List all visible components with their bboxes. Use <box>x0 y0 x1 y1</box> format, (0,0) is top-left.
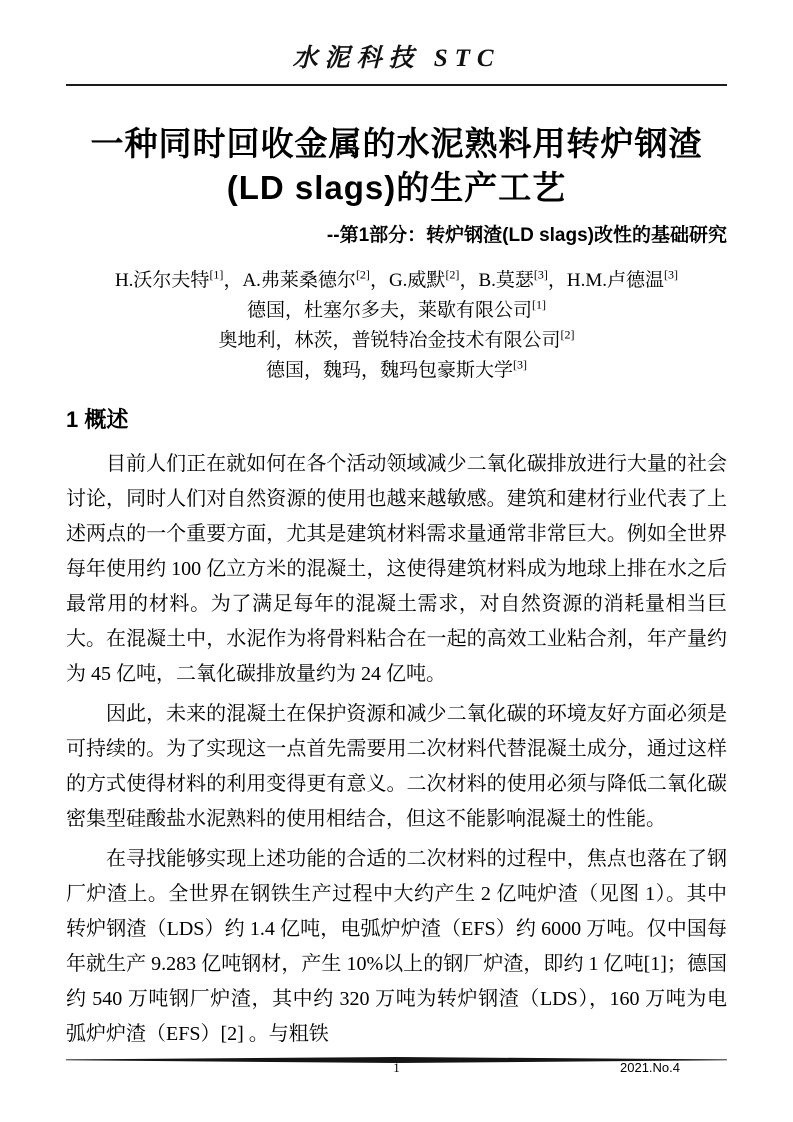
author-name: H.M.卢德温[3] <box>566 267 679 291</box>
footer <box>66 1058 727 1078</box>
author-name: H.沃尔夫特[1] <box>114 267 224 291</box>
paper-title-line2: (LD slags)的生产工艺 <box>226 169 567 206</box>
author-separator: ， <box>459 270 479 291</box>
section-heading: 1 概述 <box>66 407 129 432</box>
author-name: G.威默[2] <box>388 267 460 291</box>
body-paragraph: 在寻找能够实现上述功能的合适的二次材料的过程中，焦点也落在了钢厂炉渣上。全世界在钢铁生产过程中大约产生 2 亿吨炉渣（见图 1）。其中转炉钢渣（LDS）约 1.4 亿吨，电弧炉炉渣（EFS）约 6000 万吨。仅中国每年就生产 9.283 亿吨钢材，产生 10%以上的钢厂炉渣，即约 1 亿吨[1]；德国约 540 万吨钢厂炉渣，其中约 320 万吨为转炉钢渣（LDS），160 万吨为电弧炉炉渣（EFS）[2] 。与粗铁 <box>66 848 727 1045</box>
body-paragraph: 目前人们正在就如何在各个活动领域减少二氧化碳排放进行大量的社会讨论，同时人们对自然资源的使用也越来越敏感。建筑和建材行业代表了上述两点的一个重要方面，尤其是建筑材料需求量通常非常巨大。例如全世界每年使用约 100 亿立方米的混凝土，这使得建筑材料成为地球上排在水之后最常用的材料。为了满足每年的混凝土需求，对自然资源的消耗量相当巨大。在混凝土中，水泥作为将骨料粘合在一起的高效工业粘合剂，年产量约为 45 亿吨，二氧化碳排放量约为 24 亿吨。 <box>66 453 727 685</box>
journal-title: 水泥科技 STC <box>292 45 501 72</box>
author-affiliation-ref: [2] <box>355 267 370 282</box>
affiliation-line: 奥地利，林茨，普锐特冶金技术有限公司[2] <box>218 327 575 351</box>
paper-title-line1: 一种同时回收金属的水泥熟料用转炉钢渣 <box>90 125 703 162</box>
affiliation-line: 德国，魏玛，魏玛包豪斯大学[3] <box>265 357 527 381</box>
author-line <box>66 266 727 296</box>
author-separator: ， <box>547 270 567 291</box>
author-affiliation-ref: [1] <box>209 267 224 282</box>
issue-number: 2021.No.4 <box>620 1060 680 1075</box>
page-number: 1 <box>393 1060 400 1075</box>
author-separator: ， <box>223 270 243 291</box>
paper-subtitle: --第1部分：转炉钢渣(LD slags)改性的基础研究 <box>326 225 727 246</box>
author-affiliation-ref: [3] <box>664 267 679 282</box>
footer-rule <box>66 1050 727 1056</box>
author-name: A.弗莱桑德尔[2] <box>242 267 370 291</box>
affiliation-ref: [3] <box>513 357 527 372</box>
body-text <box>66 447 727 1052</box>
author-separator: ， <box>369 270 389 291</box>
affiliation-ref: [1] <box>532 297 546 312</box>
author-affiliation-ref: [3] <box>533 267 548 282</box>
author-name: B.莫瑟[3] <box>478 267 548 291</box>
affiliation-line: 德国，杜塞尔多夫，莱歇有限公司[1] <box>246 297 546 321</box>
author-affiliation-ref: [2] <box>445 267 460 282</box>
header-rule <box>66 84 727 86</box>
paper-title <box>66 122 727 210</box>
body-paragraph: 因此，未来的混凝土在保护资源和减少二氧化碳的环境友好方面必须是可持续的。为了实现这一点首先需要用二次材料代替混凝土成分，通过这样的方式使得材料的利用变得更有意义。二次材料的使用必须与降低二氧化碳密集型硅酸盐水泥熟料的使用相结合，但这不能影响混凝土的性能。 <box>66 703 727 830</box>
affiliation-ref: [2] <box>560 327 575 342</box>
